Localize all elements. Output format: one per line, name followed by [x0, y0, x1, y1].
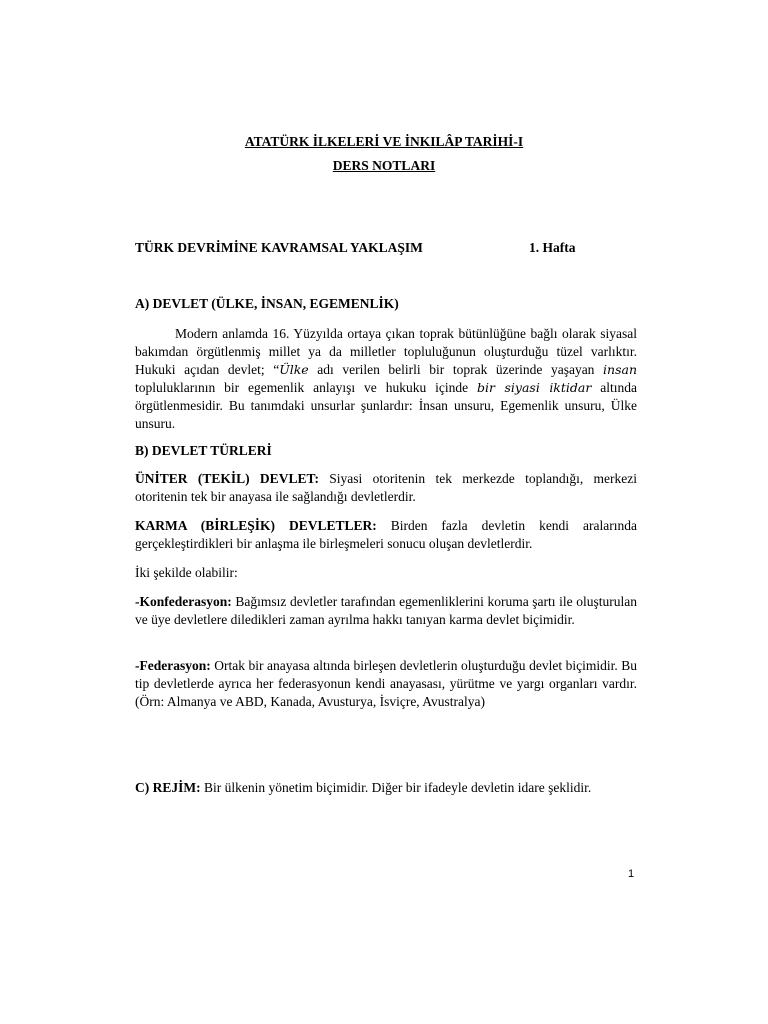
section-c-label: C) REJİM: [135, 780, 201, 795]
karma-text: Birden fazla devletin kendi aralarında gerçekleştirdikleri bir anlaşma ile birleşmeleri sonucu oluşan devletlerdir. [135, 518, 637, 551]
section-a-iktidar: bir siyasi iktidar [477, 380, 592, 395]
section-a-text-2: adı verilen belirli bir toprak üzerinde yaşayan [308, 362, 604, 377]
konfederasyon-paragraph [135, 593, 637, 629]
topic-row [135, 240, 635, 256]
week-label: 1. Hafta [529, 240, 576, 255]
section-a-paragraph [135, 325, 637, 433]
section-a-text-4: altında örgütlenmesidir. Bu tanımdaki unsurlar şunlardır: İnsan unsuru, Egemenlik unsuru, Ülke unsuru. [135, 380, 637, 431]
page-number: 1 [628, 868, 635, 880]
section-b-heading: B) DEVLET TÜRLERİ [135, 443, 272, 458]
federasyon-label: -Federasyon: [135, 658, 211, 673]
uniter-paragraph [135, 470, 637, 506]
section-a-text-1: Modern anlamda 16. Yüzyılda ortaya çıkan toprak bütünlüğüne bağlı olarak siyasal bakımdan örgütlenmiş millet ya da milletler topluluğunun oluşturduğu tüzel varlıktır. Hukuki açıdan devlet; “ [135, 326, 637, 377]
section-c-paragraph [135, 779, 637, 797]
konfederasyon-text: Bağımsız devletler tarafından egemenliklerini koruma şartı ile oluşturulan ve üye devletlere diledikleri zaman ayrılma hakkı tanıyan karma devlet biçimidir. [135, 594, 637, 627]
konfederasyon-label: -Konfederasyon: [135, 594, 232, 609]
federasyon-paragraph [135, 657, 637, 711]
document-title: ATATÜRK İLKELERİ VE İNKILÂP TARİHİ-I [244, 134, 524, 149]
uniter-label: ÜNİTER (TEKİL) DEVLET: [135, 471, 319, 486]
federasyon-text: Ortak bir anayasa altında birleşen devletlerin oluşturduğu devlet biçimidir. Bu tip devletlerde ayrıca her federasyonun kendi anayasası, yürütme ve yargı organları vardır. (Örn: Almanya ve ABD, Kanada, Avusturya, İsviçre, Avustralya) [135, 658, 637, 709]
topic-heading: TÜRK DEVRİMİNE KAVRAMSAL YAKLAŞIM [135, 240, 423, 255]
uniter-text: Siyasi otoritenin tek merkezde toplandığı, merkezi otoritenin tek bir anayasa ile sağlandığı devletlerdir. [135, 471, 638, 504]
document-subtitle: DERS NOTLARI [332, 158, 436, 173]
karma-paragraph [135, 517, 637, 553]
section-a-text-3: topluluklarının bir egemenlik anlayışı ve hukuku içinde [135, 380, 477, 395]
two-ways-text: İki şekilde olabilir: [135, 565, 238, 580]
section-a-heading: A) DEVLET (ÜLKE, İNSAN, EGEMENLİK) [135, 296, 399, 311]
section-a-insan: insan [603, 362, 637, 377]
section-c-text: Bir ülkenin yönetim biçimidir. Diğer bir ifadeyle devletin idare şeklidir. [200, 780, 592, 795]
section-a-ulke: Ülke [279, 362, 309, 377]
karma-label: KARMA (BİRLEŞİK) DEVLETLER: [135, 518, 377, 533]
